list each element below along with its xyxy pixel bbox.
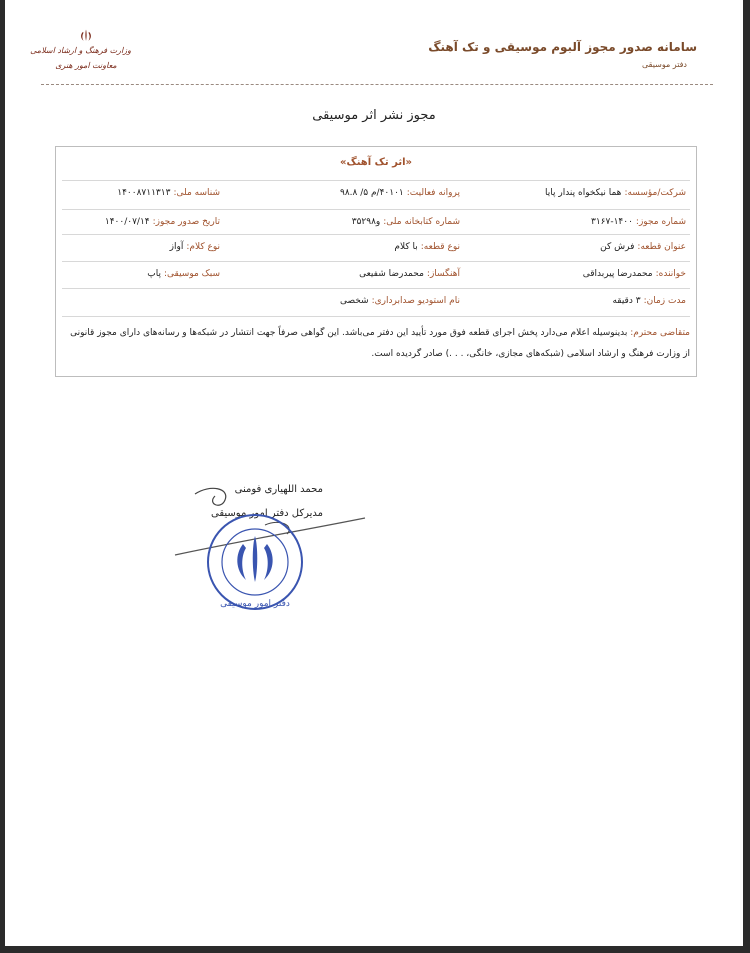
field-label: شناسه ملی: bbox=[173, 188, 220, 198]
issue-date-field bbox=[105, 217, 220, 227]
document-page bbox=[5, 0, 743, 946]
signer-name: محمد اللهیاری فومنی bbox=[234, 484, 323, 495]
studio-field bbox=[340, 296, 460, 306]
field-value: ۱۴۰۰۸۷۱۱۳۱۳ bbox=[117, 188, 171, 198]
field-label: خواننده: bbox=[655, 269, 686, 279]
track-type-field bbox=[394, 242, 460, 252]
work-type-row bbox=[62, 147, 690, 181]
field-label: شماره کتابخانه ملی: bbox=[383, 217, 460, 227]
field-value: شخصی bbox=[339, 296, 369, 306]
note-label: متقاضی محترم: bbox=[630, 328, 690, 338]
work-type: «اثر تک آهنگ» bbox=[340, 157, 412, 168]
license-table bbox=[55, 146, 697, 377]
field-label: آهنگساز: bbox=[426, 269, 460, 279]
field-value: محمدرضا شفیعی bbox=[359, 269, 424, 279]
track-title-field bbox=[600, 242, 686, 252]
document-title: مجوز نشر اثر موسیقی bbox=[312, 108, 436, 123]
field-value: پاپ bbox=[147, 269, 161, 279]
iran-emblem-icon bbox=[78, 28, 94, 44]
field-value: فرش کن bbox=[600, 242, 635, 252]
field-label: تاریخ صدور مجوز: bbox=[152, 217, 220, 227]
field-label: عنوان قطعه: bbox=[637, 242, 686, 252]
ministry-name: وزارت فرهنگ و ارشاد اسلامی bbox=[30, 46, 131, 55]
field-label: مدت زمان: bbox=[643, 296, 686, 306]
field-label: پروانه فعالیت: bbox=[406, 188, 460, 198]
field-label: سبک موسیقی: bbox=[164, 269, 220, 279]
official-stamp bbox=[155, 470, 375, 620]
field-label: نوع کلام: bbox=[186, 242, 220, 252]
music-style-field bbox=[147, 269, 220, 279]
system-header bbox=[428, 40, 697, 69]
field-value: با کلام bbox=[394, 242, 418, 252]
stamp-text: دفتر امور موسیقی bbox=[220, 599, 290, 609]
field-value: ۴۰۱۰۱/م ۵/ ۹۸.۸ bbox=[340, 188, 404, 198]
table-row bbox=[62, 288, 690, 317]
company-field bbox=[545, 188, 686, 198]
field-label: نوع قطعه: bbox=[420, 242, 460, 252]
composer-field bbox=[359, 269, 460, 279]
table-row bbox=[62, 261, 690, 289]
singer-field bbox=[583, 269, 686, 279]
field-value: ۱۴۰۰-۳۱۶۷ bbox=[590, 217, 633, 227]
field-value: آواز bbox=[169, 242, 184, 252]
table-row bbox=[62, 180, 690, 210]
duration-field bbox=[612, 296, 686, 306]
field-label: شماره مجوز: bbox=[635, 217, 686, 227]
field-value: محمدرضا پیربداقی bbox=[582, 269, 653, 279]
field-label: شرکت/مؤسسه: bbox=[624, 188, 686, 198]
table-row bbox=[62, 234, 690, 262]
national-id-field bbox=[117, 188, 220, 198]
field-value: و۳۵۲۹۸ bbox=[351, 217, 381, 227]
iran-emblem-icon bbox=[237, 536, 272, 582]
signer-title: مدیرکل دفتر امور موسیقی bbox=[211, 508, 323, 519]
library-number-field bbox=[352, 217, 460, 227]
lyric-type-field bbox=[170, 242, 220, 252]
license-number-field bbox=[591, 217, 686, 227]
field-value: ۳ دقیقه bbox=[612, 296, 641, 306]
field-value: ۱۴۰۰/۰۷/۱۴ bbox=[104, 217, 150, 227]
applicant-note bbox=[62, 323, 690, 365]
header-divider bbox=[41, 84, 713, 85]
system-title: سامانه صدور مجوز آلبوم موسیقی و تک آهنگ bbox=[428, 40, 697, 54]
system-subtitle: دفتر موسیقی bbox=[641, 60, 687, 69]
field-value: هما نیکخواه پندار پایا bbox=[545, 188, 622, 198]
deputy-name: معاونت امور هنری bbox=[55, 61, 117, 70]
ministry-logo bbox=[30, 28, 131, 70]
table-row bbox=[62, 209, 690, 235]
note-text: بدینوسیله اعلام می‌دارد پخش اجرای قطعه فوق مورد تأیید این دفتر می‌باشد. این گواهی صرفاً جهت انتشار در شبکه‌ها و رسانه‌های دارای مجوز قانونی از وزارت فرهنگ و ارشاد اسلامی (شبکه‌های مجازی، خانگی، . . .) صادر گردیده است. bbox=[70, 328, 690, 359]
activity-license-field bbox=[340, 188, 460, 198]
field-label: نام استودیو صدابرداری: bbox=[371, 296, 460, 306]
